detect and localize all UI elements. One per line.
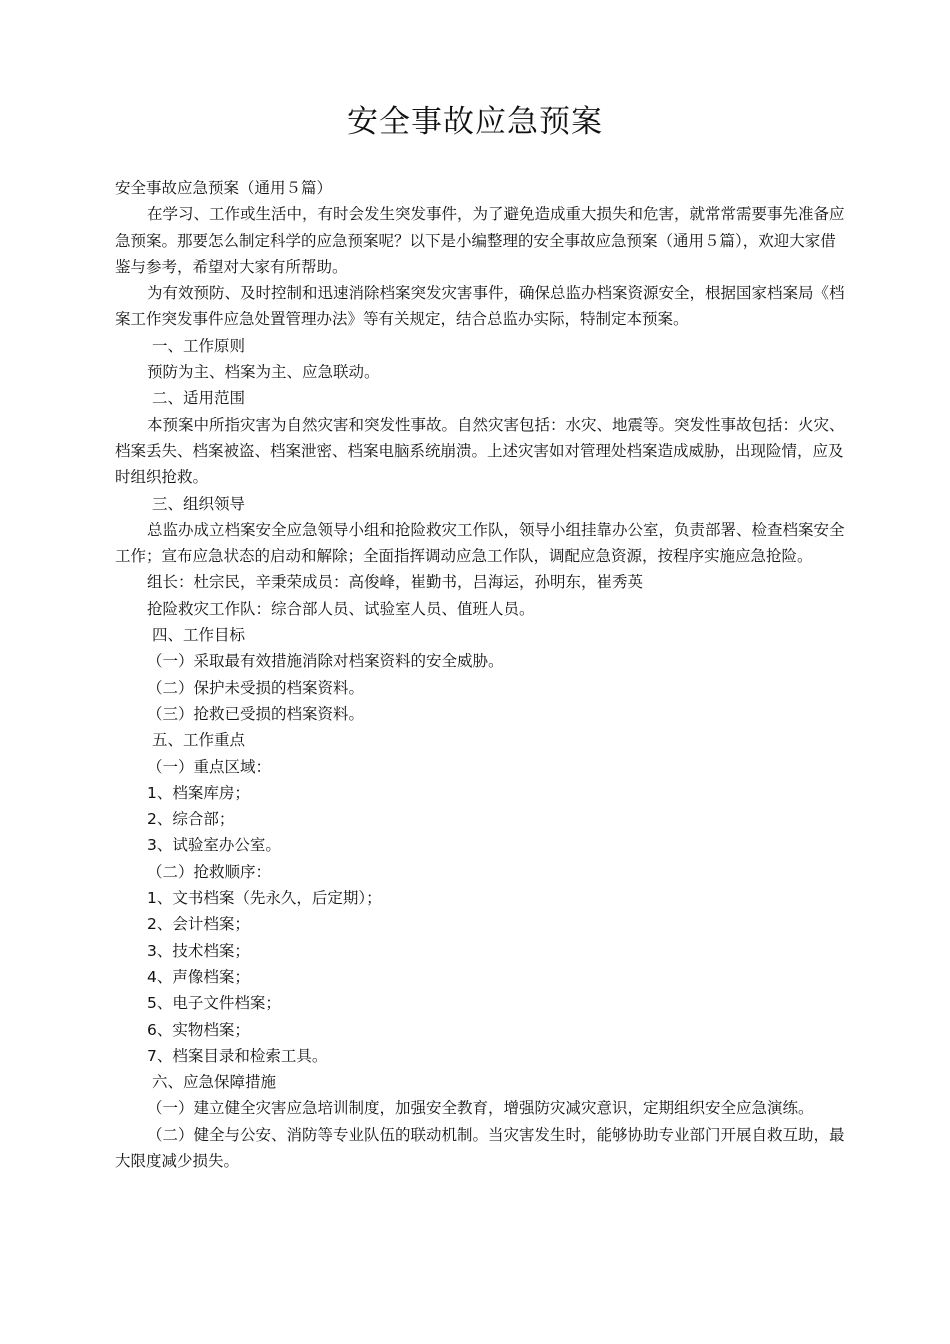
list-item: 6、实物档案； <box>147 1020 250 1039</box>
list-item: （一）采取最有效措施消除对档案资料的安全威胁。 <box>147 652 504 671</box>
list-item: 3、技术档案； <box>147 941 250 960</box>
list-item: 1、档案库房； <box>147 783 250 802</box>
section-heading-goals: 四、工作目标 <box>152 626 246 645</box>
list-item: 1、文书档案（先永久，后定期）； <box>147 889 382 908</box>
document-body <box>115 175 850 1174</box>
leadership-members: 组长：杜宗民，辛秉荣成员：高俊峰，崔勤书，吕海运，孙明东，崔秀英 <box>147 573 644 592</box>
list-item: （三）抢救已受损的档案资料。 <box>147 704 365 723</box>
list-item: （二）抢救顺序： <box>147 862 272 881</box>
list-item: 4、声像档案； <box>147 967 250 986</box>
rescue-team: 抢险救灾工作队：综合部人员、试验室人员、值班人员。 <box>147 599 535 618</box>
section-heading-focus: 五、工作重点 <box>152 731 246 750</box>
measures-paragraph: （二）健全与公安、消防等专业队伍的联动机制。当灾害发生时，能够协助专业部门开展自救互助，最大限度减少损失。 <box>115 1125 845 1170</box>
principles-paragraph: 预防为主、档案为主、应急联动。 <box>147 363 380 382</box>
scope-paragraph: 本预案中所指灾害为自然灾害和突发性事故。自然灾害包括：水灾、地震等。突发性事故包括：火灾、档案丢失、档案被盗、档案泄密、档案电脑系统崩溃。上述灾害如对管理处档案造成威胁，出现险情，应及时组织抢救。 <box>115 415 845 487</box>
leadership-paragraph: 总监办成立档案安全应急领导小组和抢险救灾工作队，领导小组挂靠办公室，负责部署、检查档案安全工作；宣布应急状态的启动和解除；全面指挥调动应急工作队，调配应急资源，按程序实施应急抢险。 <box>115 520 845 566</box>
section-heading-scope: 二、适用范围 <box>152 389 246 408</box>
list-item: 7、档案目录和检索工具。 <box>147 1046 328 1065</box>
list-item: 3、试验室办公室。 <box>147 836 281 855</box>
list-item: 2、会计档案； <box>147 915 250 934</box>
document-subtitle: 安全事故应急预案（通用５篇） <box>115 179 333 197</box>
list-item: （一）重点区域： <box>147 757 272 776</box>
section-heading-principles: 一、工作原则 <box>152 336 246 355</box>
list-item: （二）保护未受损的档案资料。 <box>147 678 365 697</box>
list-item: 5、电子文件档案； <box>147 994 281 1013</box>
document-title: 安全事故应急预案 <box>347 104 603 140</box>
section-heading-leadership: 三、组织领导 <box>152 494 246 513</box>
intro-paragraph: 在学习、工作或生活中，有时会发生突发事件，为了避免造成重大损失和危害，就常常需要事先准备应急预案。那要怎么制定科学的应急预案呢？以下是小编整理的安全事故应急预案（通用５篇），欢迎大家借鉴与参考，希望对大家有所帮助。 <box>115 205 845 276</box>
list-item: 2、综合部； <box>147 810 235 829</box>
section-heading-measures: 六、应急保障措施 <box>152 1073 277 1092</box>
measures-paragraph: （一）建立健全灾害应急培训制度，加强安全教育，增强防灾减灾意识，定期组织安全应急演练。 <box>147 1099 814 1118</box>
purpose-paragraph: 为有效预防、及时控制和迅速消除档案突发灾害事件，确保总监办档案资源安全，根据国家档案局《档案工作突发事件应急处置管理办法》等有关规定，结合总监办实际，特制定本预案。 <box>115 284 845 329</box>
